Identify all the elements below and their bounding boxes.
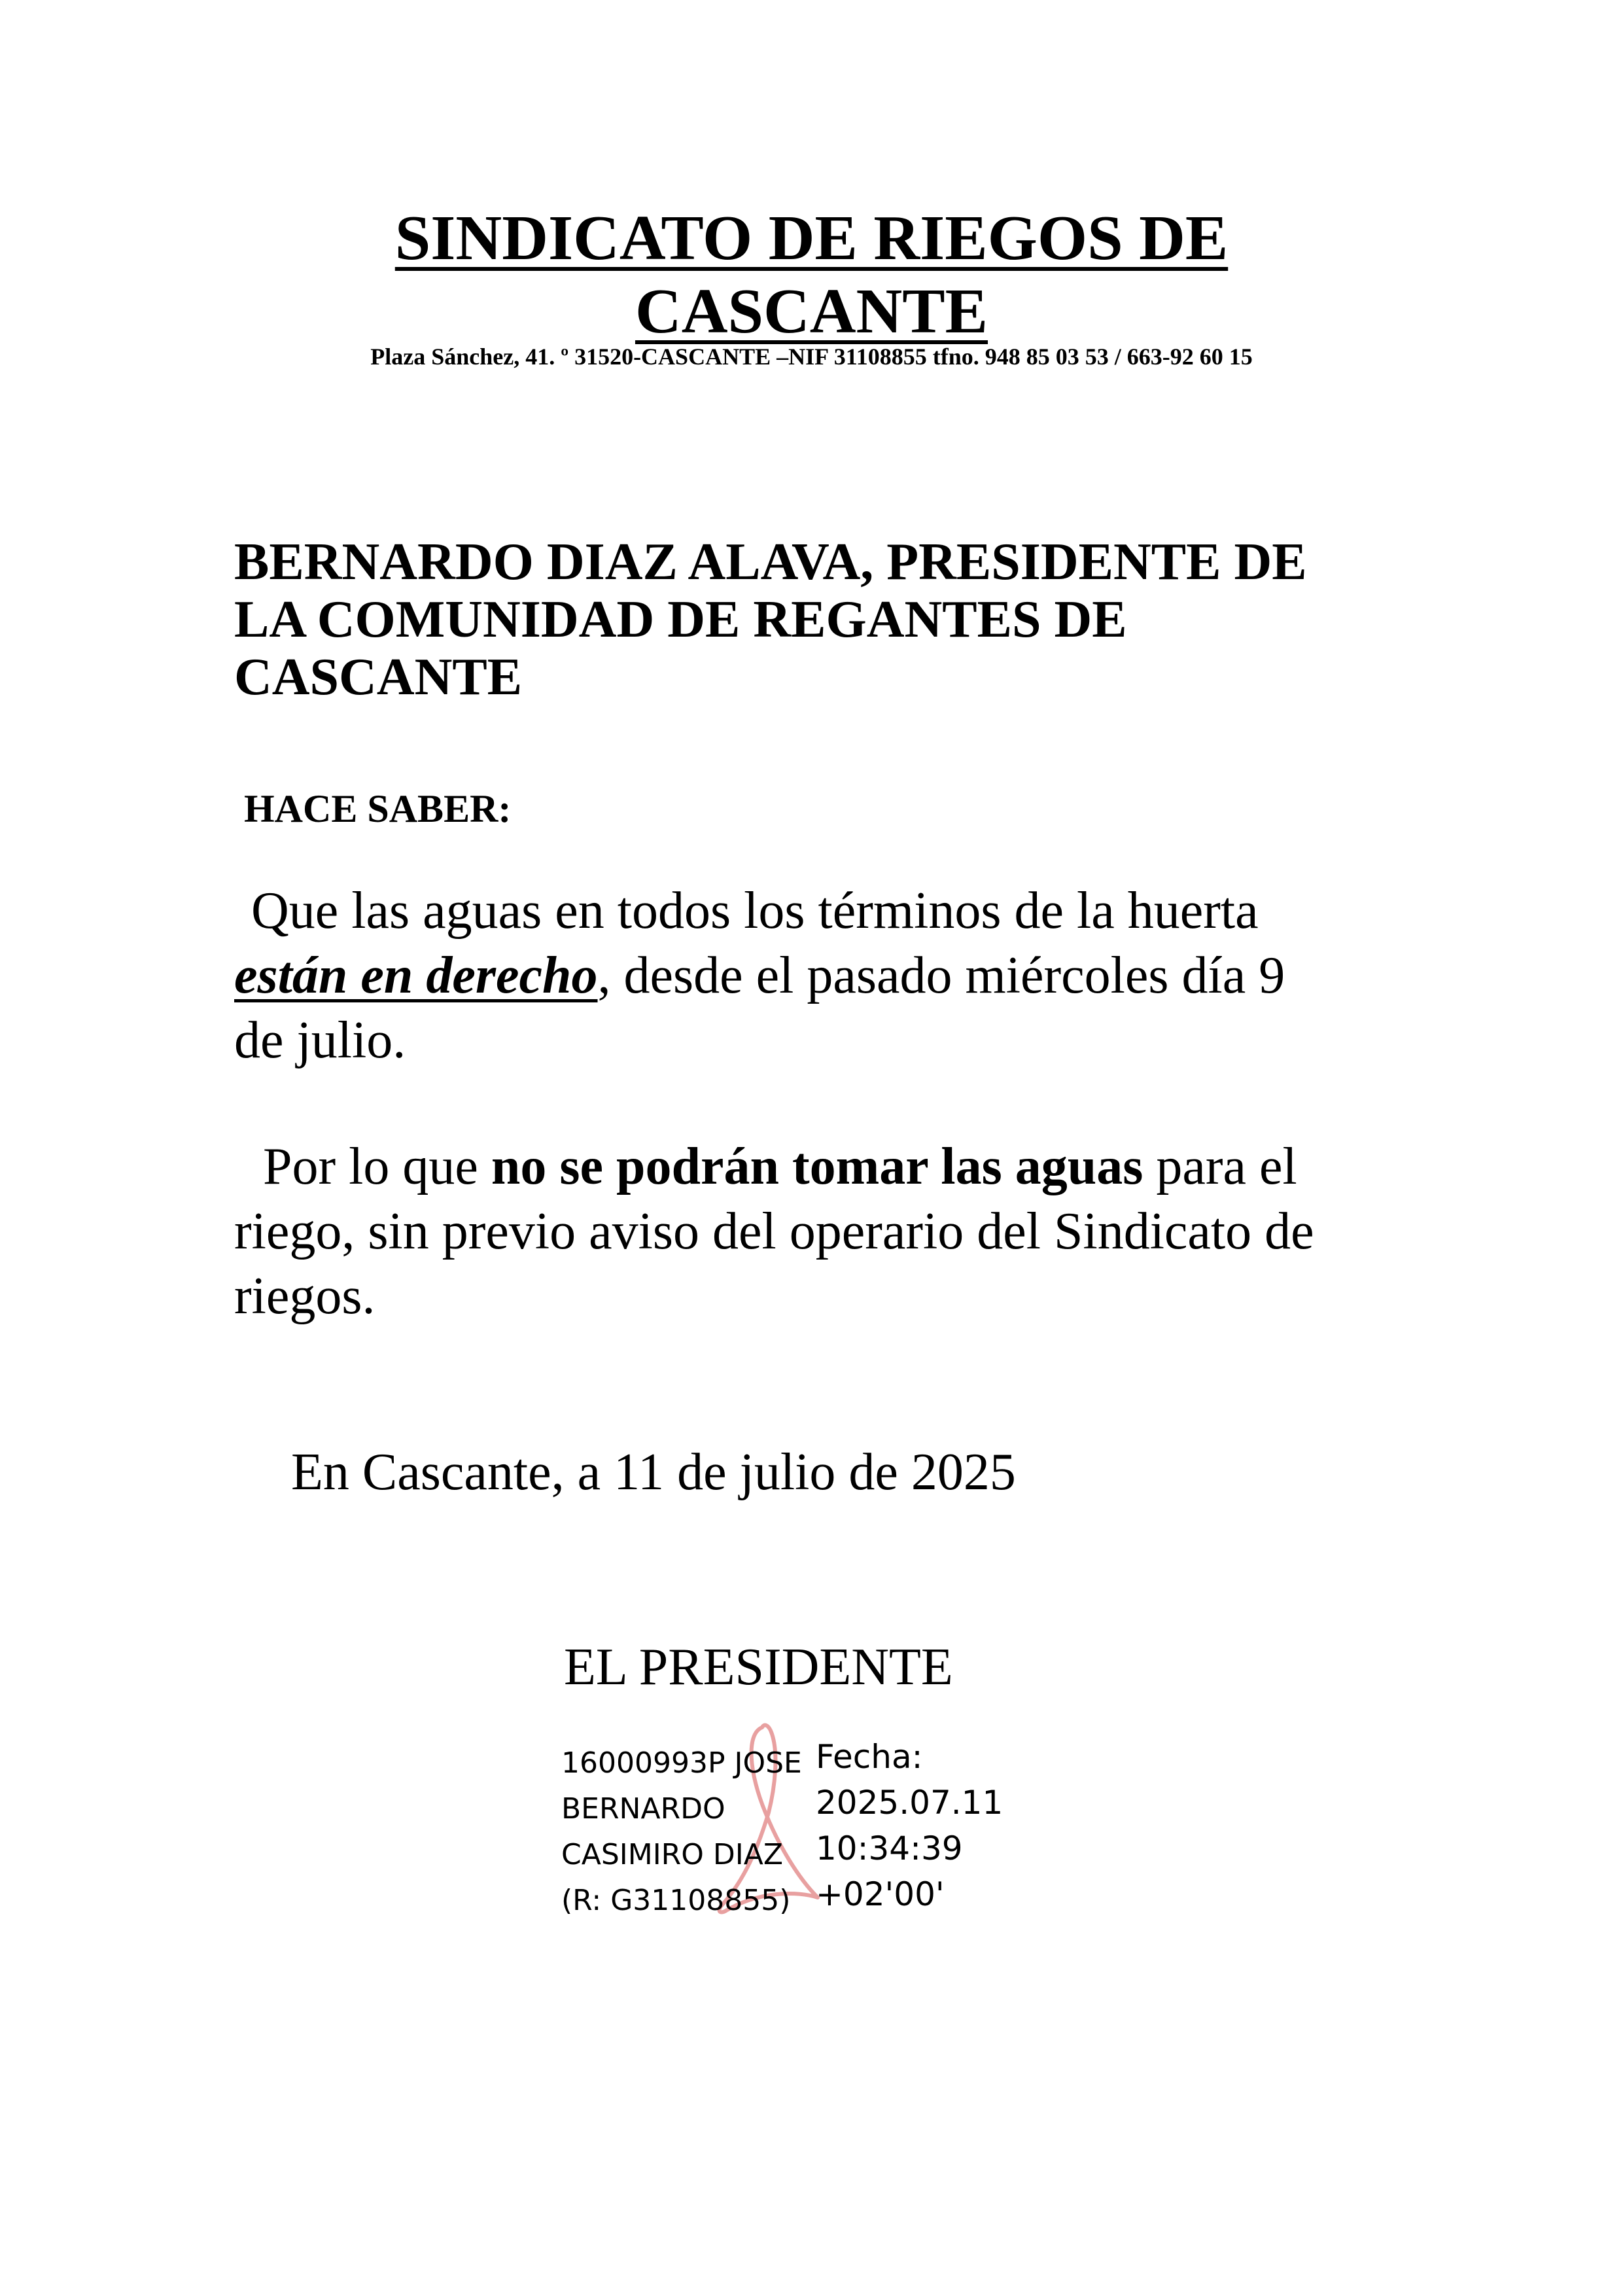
hace-saber-label: HACE SABER: xyxy=(244,787,512,830)
organization-title-line-1: SINDICATO DE RIEGOS DE xyxy=(394,203,1229,274)
signer-line: (R: G31108855) xyxy=(561,1884,791,1917)
place-and-date: En Cascante, a 11 de julio de 2025 xyxy=(291,1443,1016,1501)
paragraph-line: riegos. xyxy=(234,1267,375,1325)
signature-date-line: 2025.07.11 xyxy=(816,1784,1003,1822)
notice-heading xyxy=(234,533,1464,706)
notice-paragraph-2 xyxy=(234,1135,1477,1329)
signer-line: CASIMIRO DIAZ xyxy=(561,1838,783,1871)
signature-date-line: 10:34:39 xyxy=(816,1829,963,1867)
bold-text: no se podrán tomar las aguas xyxy=(491,1138,1143,1195)
paragraph-line xyxy=(234,1135,1477,1199)
signature-date-line: Fecha: xyxy=(816,1738,923,1776)
signature-date-line: +02'00' xyxy=(816,1875,945,1913)
paragraph-text: , desde el pasado miércoles día 9 xyxy=(597,947,1285,1004)
digital-signature-signer xyxy=(561,1740,802,1924)
paragraph-text: Por lo que xyxy=(263,1138,491,1195)
paragraph-line: Que las aguas en todos los términos de la huerta xyxy=(251,882,1259,940)
paragraph-line: de julio. xyxy=(234,1012,406,1069)
heading-line: LA COMUNIDAD DE REGANTES DE xyxy=(234,591,1127,648)
paragraph-text: para el xyxy=(1143,1138,1297,1195)
organization-address: Plaza Sánchez, 41. º 31520-CASCANTE –NIF 31108855 tfno. 948 85 03 53 / 663-92 60 15 xyxy=(370,344,1253,370)
paragraph-line xyxy=(234,944,1477,1008)
notice-paragraph-1 xyxy=(234,879,1477,1073)
heading-line: BERNARDO DIAZ ALAVA, PRESIDENTE DE xyxy=(234,533,1307,591)
heading-line: CASCANTE xyxy=(234,648,523,706)
signer-line: 16000993P JOSE xyxy=(561,1746,802,1780)
signatory-title: EL PRESIDENTE xyxy=(564,1638,953,1696)
emphasized-text: están en derecho xyxy=(234,947,598,1004)
digital-signature-date xyxy=(816,1734,1003,1917)
signer-line: BERNARDO xyxy=(561,1792,725,1826)
paragraph-line: riego, sin previo aviso del operario del Sindicato de xyxy=(234,1203,1314,1260)
organization-title-line-2: CASCANTE xyxy=(635,276,988,347)
